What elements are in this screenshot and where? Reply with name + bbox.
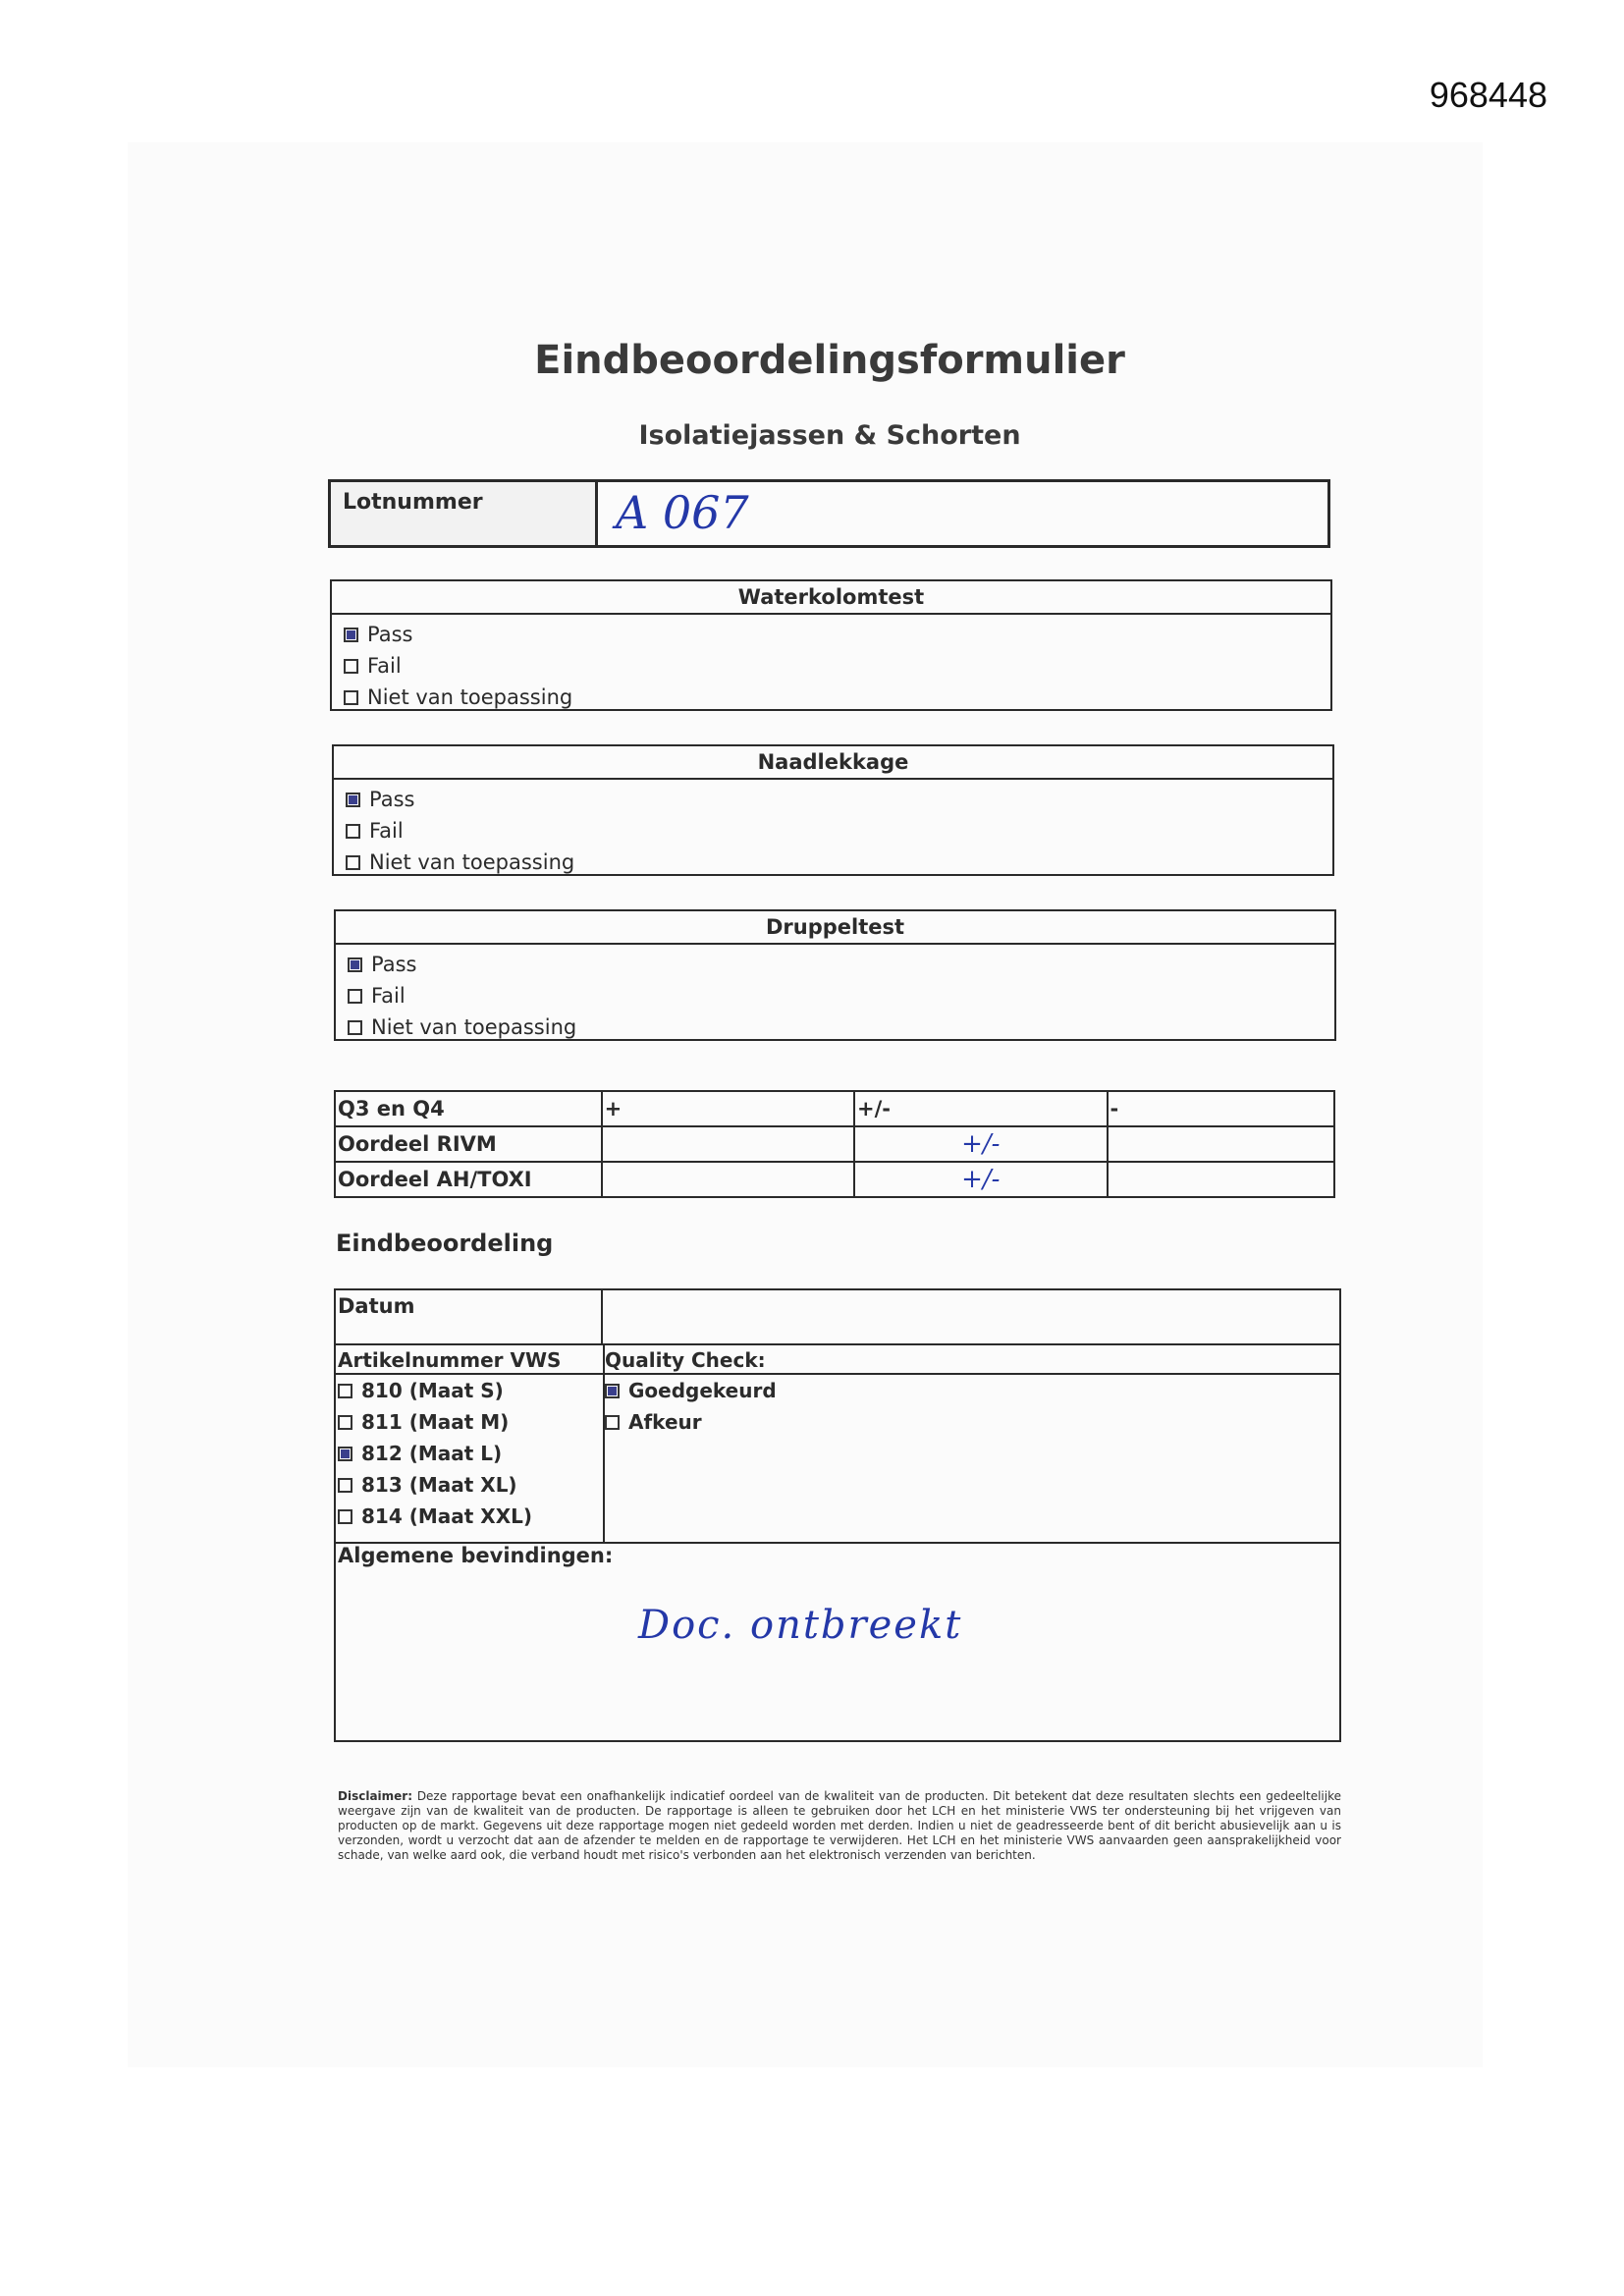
quality-check-header: Quality Check: bbox=[605, 1348, 766, 1372]
article-option[interactable] bbox=[338, 1375, 561, 1406]
quality-option-afkeur[interactable] bbox=[605, 1406, 777, 1438]
table-header-cell: Q3 en Q4 bbox=[335, 1091, 602, 1126]
section-title: Eindbeoordeling bbox=[336, 1230, 554, 1257]
table-header-cell: - bbox=[1108, 1091, 1334, 1126]
option-label: Fail bbox=[371, 984, 406, 1008]
row-label: Oordeel RIVM bbox=[335, 1126, 602, 1162]
disclaimer-label: Disclaimer: bbox=[338, 1789, 413, 1803]
option-label: Pass bbox=[369, 788, 415, 811]
checkbox-checked-icon[interactable] bbox=[344, 628, 358, 642]
row-label: Oordeel AH/TOXI bbox=[335, 1162, 602, 1197]
quality-rating-table bbox=[334, 1090, 1335, 1198]
quality-check-column bbox=[605, 1345, 777, 1438]
form-title: Eindbeoordelingsformulier bbox=[534, 338, 1125, 383]
table-cell[interactable] bbox=[1108, 1126, 1334, 1162]
findings-label: Algemene bevindingen: bbox=[338, 1544, 614, 1567]
disclaimer-text: Deze rapportage bevat een onafhankelijk indicatief oordeel van de kwaliteit van de producten. Dit betekent dat deze resultaten slechts een gedeeltelijke weergave zijn van de kwaliteit van de producten. De rapportage is alleen te gebruiken door het LCH en het ministerie VWS ter ondersteuning bij het vrijgeven van producten op de markt. Gegevens uit deze rapportage mogen niet gedeeld worden met derden. Indien u niet de geadresseerde bent of dit bericht abusievelijk aan u is verzonden, wordt u verzocht dat aan de afzender te melden en de rapportage te verwijderen. Het LCH en het ministerie VWS aanvaarden geen aansprakelijkheid voor schade, van welke aard ook, die verband houdt met risico's verbonden aan het elektronisch verzenden van berichten. bbox=[338, 1789, 1341, 1862]
option-label: 810 (Maat S) bbox=[361, 1379, 504, 1402]
findings-handwritten-note[interactable]: Doc. ontbreekt bbox=[638, 1603, 963, 1648]
article-option[interactable] bbox=[338, 1501, 561, 1532]
table-cell[interactable]: +/- bbox=[854, 1126, 1107, 1162]
datum-label: Datum bbox=[336, 1290, 603, 1343]
option-fail[interactable] bbox=[348, 980, 1334, 1011]
option-label: Afkeur bbox=[628, 1410, 702, 1434]
lot-number-value: A 067 bbox=[616, 486, 749, 539]
checkbox-empty-icon[interactable] bbox=[346, 824, 360, 839]
checkbox-checked-icon[interactable] bbox=[605, 1384, 620, 1398]
option-label: Fail bbox=[367, 654, 402, 678]
checkbox-empty-icon[interactable] bbox=[338, 1415, 352, 1430]
quality-option-goedgekeurd[interactable] bbox=[605, 1375, 777, 1406]
disclaimer bbox=[338, 1789, 1341, 1863]
option-fail[interactable] bbox=[346, 815, 1332, 847]
checkbox-empty-icon[interactable] bbox=[338, 1509, 352, 1524]
checkbox-empty-icon[interactable] bbox=[348, 989, 362, 1004]
test-title: Druppeltest bbox=[336, 911, 1334, 945]
table-header-cell: +/- bbox=[854, 1091, 1107, 1126]
test-box-waterkolomtest bbox=[330, 579, 1332, 711]
article-column bbox=[338, 1345, 561, 1532]
final-assessment-box bbox=[334, 1288, 1341, 1742]
document-id: 968448 bbox=[1429, 75, 1547, 115]
table-row bbox=[335, 1162, 1334, 1197]
table-cell[interactable] bbox=[1108, 1162, 1334, 1197]
table-header-row bbox=[335, 1091, 1334, 1126]
article-option[interactable] bbox=[338, 1406, 561, 1438]
checkbox-empty-icon[interactable] bbox=[346, 855, 360, 870]
option-label: 814 (Maat XXL) bbox=[361, 1504, 532, 1528]
lot-number-label: Lotnummer bbox=[331, 482, 598, 545]
option-label: Goedgekeurd bbox=[628, 1379, 777, 1402]
checkbox-empty-icon[interactable] bbox=[344, 690, 358, 705]
option-label: 811 (Maat M) bbox=[361, 1410, 510, 1434]
lot-number-box bbox=[328, 479, 1330, 548]
option-label: 813 (Maat XL) bbox=[361, 1473, 517, 1497]
option-niet-van-toepassing[interactable] bbox=[344, 682, 1330, 713]
option-label: Niet van toepassing bbox=[371, 1015, 577, 1039]
checkbox-empty-icon[interactable] bbox=[338, 1478, 352, 1493]
checkbox-empty-icon[interactable] bbox=[338, 1384, 352, 1398]
checkbox-checked-icon[interactable] bbox=[338, 1447, 352, 1461]
test-box-naadlekkage bbox=[332, 744, 1334, 876]
test-box-druppeltest bbox=[334, 909, 1336, 1041]
option-niet-van-toepassing[interactable] bbox=[346, 847, 1332, 878]
table-cell[interactable]: +/- bbox=[854, 1162, 1107, 1197]
option-label: Niet van toepassing bbox=[367, 685, 573, 709]
article-option[interactable] bbox=[338, 1469, 561, 1501]
form-subtitle: Isolatiejassen & Schorten bbox=[638, 420, 1021, 451]
table-cell[interactable] bbox=[602, 1126, 854, 1162]
table-row bbox=[335, 1126, 1334, 1162]
option-fail[interactable] bbox=[344, 650, 1330, 682]
option-label: Fail bbox=[369, 819, 404, 843]
test-title: Naadlekkage bbox=[334, 746, 1332, 780]
checkbox-empty-icon[interactable] bbox=[344, 659, 358, 674]
option-pass[interactable] bbox=[348, 949, 1334, 980]
checkbox-empty-icon[interactable] bbox=[348, 1020, 362, 1035]
checkbox-checked-icon[interactable] bbox=[348, 957, 362, 972]
option-label: 812 (Maat L) bbox=[361, 1442, 503, 1465]
checkbox-checked-icon[interactable] bbox=[346, 793, 360, 807]
option-label: Pass bbox=[371, 953, 417, 976]
table-cell[interactable] bbox=[602, 1162, 854, 1197]
option-niet-van-toepassing[interactable] bbox=[348, 1011, 1334, 1043]
option-label: Niet van toepassing bbox=[369, 850, 575, 874]
table-header-cell: + bbox=[602, 1091, 854, 1126]
article-option[interactable] bbox=[338, 1438, 561, 1469]
checkbox-empty-icon[interactable] bbox=[605, 1415, 620, 1430]
option-pass[interactable] bbox=[344, 619, 1330, 650]
test-title: Waterkolomtest bbox=[332, 581, 1330, 615]
option-pass[interactable] bbox=[346, 784, 1332, 815]
article-header: Artikelnummer VWS bbox=[338, 1348, 562, 1372]
option-label: Pass bbox=[367, 623, 413, 646]
